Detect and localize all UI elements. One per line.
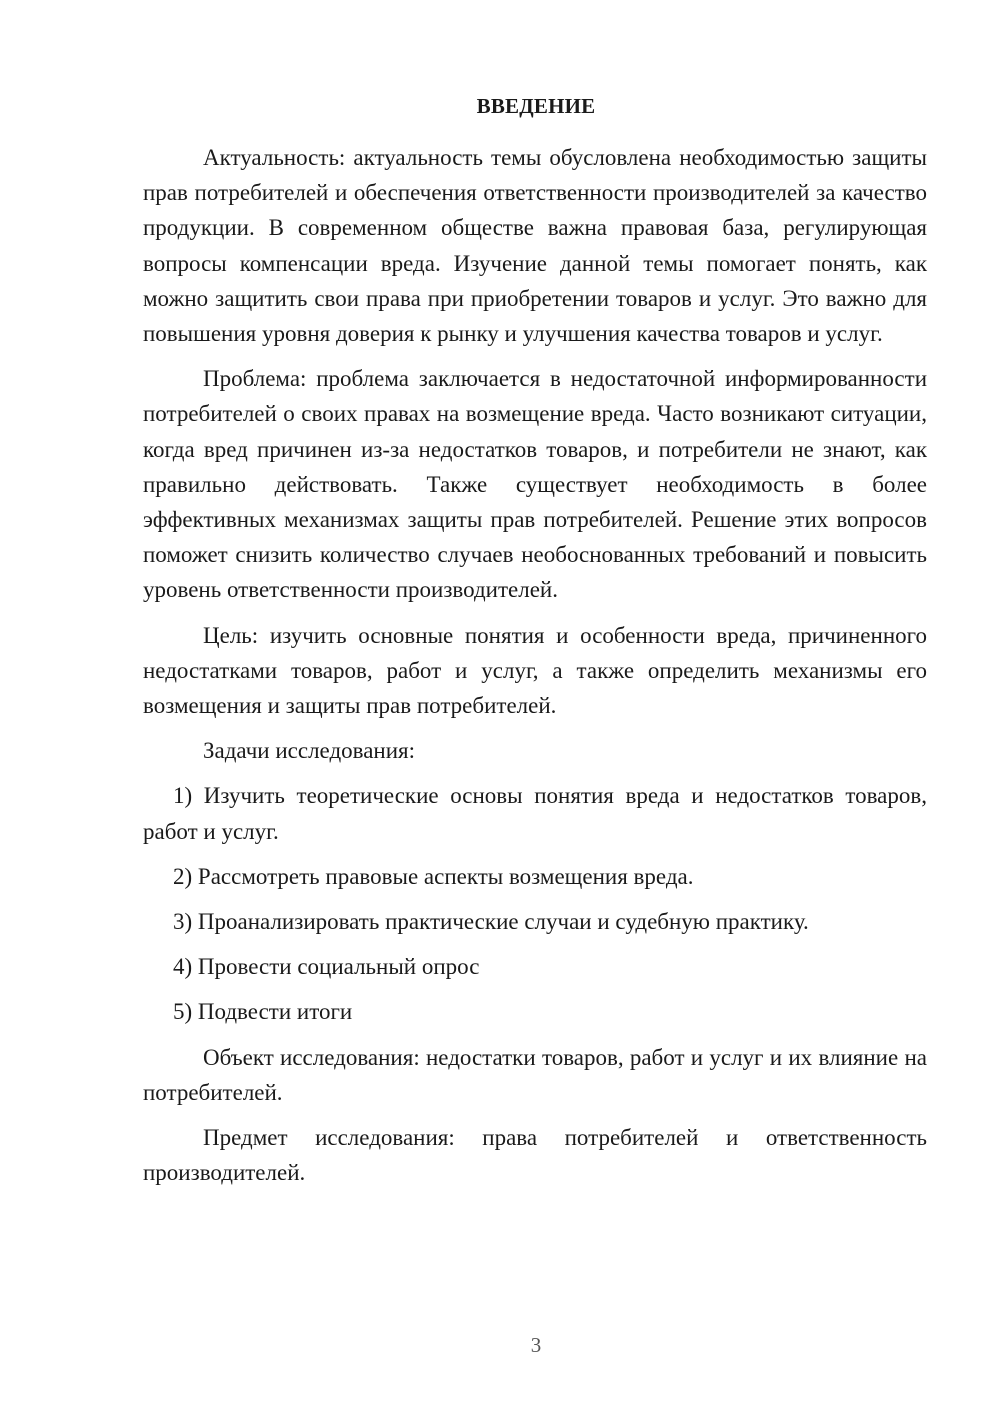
page-title: ВВЕДЕНИЕ	[476, 94, 596, 118]
relevance-paragraph: Актуальность: актуальность темы обусловлена необходимостью защиты прав потребителей и обеспечения ответственности производителей за качество продукции. В современном обществе важна правовая база, регулирующая вопросы компенсации вреда. Изучение данной темы помогает понять, как можно защитить свои права при приобретении товаров и услуг. Это важно для повышения уровня доверия к рынку и улучшения качества товаров и услуг.	[143, 145, 927, 347]
subject-paragraph: Предмет исследования: права потребителей и ответственность производителей.	[143, 1125, 927, 1186]
goal-paragraph: Цель: изучить основные понятия и особенности вреда, причиненного недостатками товаров, работ и услуг, а также определить механизмы его возмещения и защиты прав потребителей.	[143, 622, 927, 719]
list-item: 1) Изучить теоретические основы понятия вреда и недостатков товаров, работ и услуг.	[143, 783, 927, 844]
list-item: 5) Подвести итоги	[173, 999, 353, 1025]
document-body	[143, 140, 927, 1200]
list-item: 3) Проанализировать практические случаи и судебную практику.	[173, 909, 809, 935]
object-paragraph: Объект исследования: недостатки товаров, работ и услуг и их влияние на потребителей.	[143, 1044, 927, 1105]
tasks-heading: Задачи исследования:	[203, 738, 416, 764]
list-item: 2) Рассмотреть правовые аспекты возмещения вреда.	[173, 863, 694, 889]
problem-paragraph: Проблема: проблема заключается в недостаточной информированности потребителей о своих правах на возмещение вреда. Часто возникают ситуации, когда вред причинен из-за недостатков товаров, и потребители не знают, как правильно действовать. Также существует необходимость в более эффективных механизмах защиты прав потребителей. Решение этих вопросов поможет снизить количество случаев необоснованных требований и повысить уровень ответственности производителей.	[143, 366, 927, 603]
list-item: 4) Провести социальный опрос	[173, 954, 480, 980]
tasks-list	[143, 778, 927, 1029]
page-number: 3	[530, 1333, 542, 1357]
